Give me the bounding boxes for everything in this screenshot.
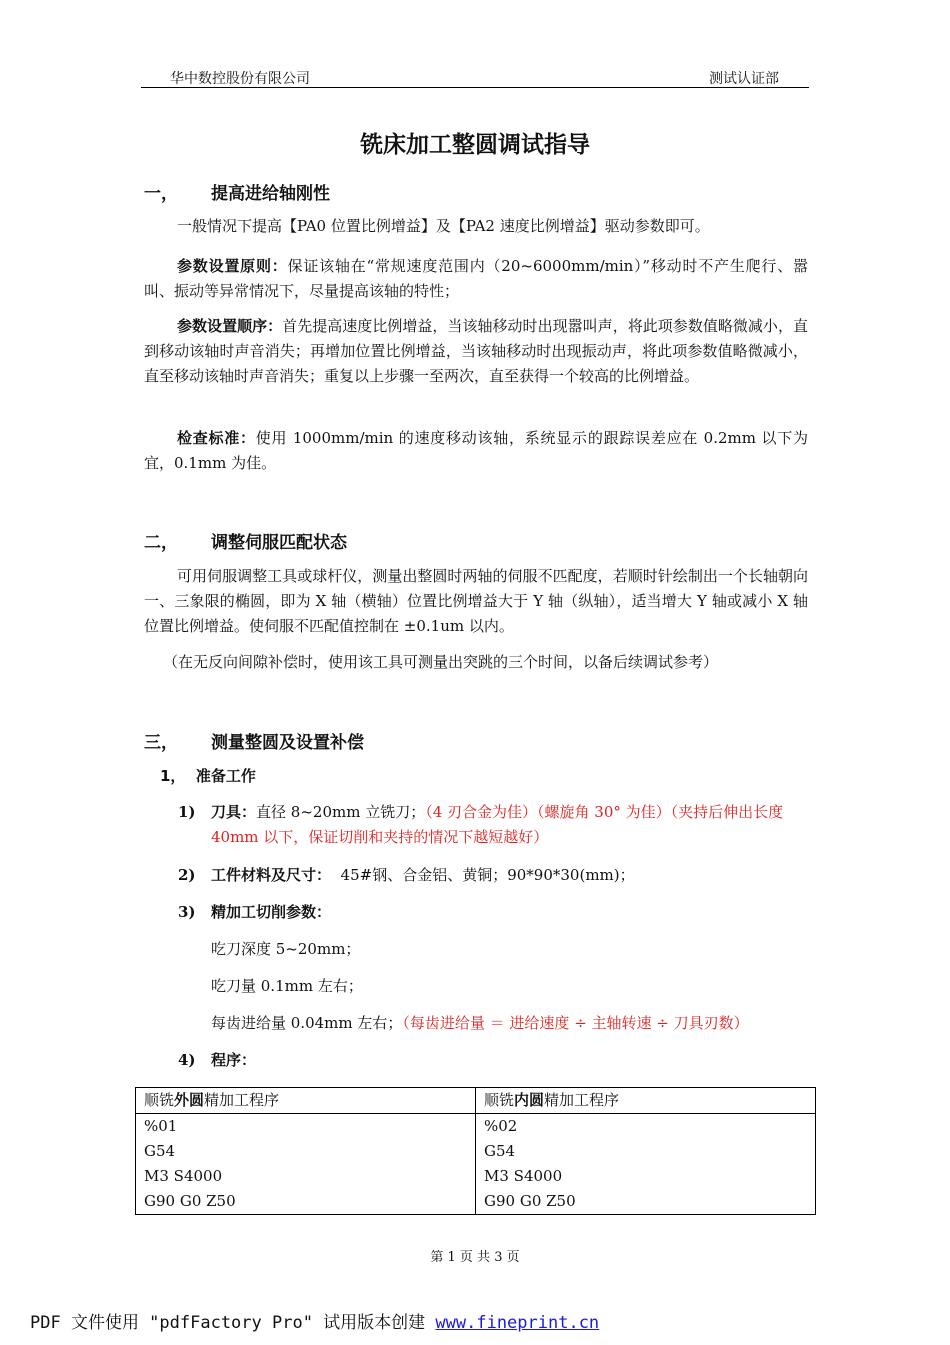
section-1-paragraph-1: 一般情况下提高【PA0 位置比例增益】及【PA2 速度比例增益】驱动参数即可。 bbox=[177, 217, 710, 235]
cut-amount: 吃刀量 0.1mm 左右； bbox=[211, 977, 363, 995]
table-row bbox=[136, 1114, 816, 1215]
item-cutting-body bbox=[211, 900, 809, 925]
code-line: M3 S4000 bbox=[144, 1167, 223, 1185]
header-rule bbox=[141, 87, 809, 88]
item-cutting-label: 精加工切削参数： bbox=[211, 903, 332, 921]
feed-per-tooth bbox=[211, 1011, 749, 1036]
item-material-text: 45#钢、合金铝、黄铜；90*90*30(mm)； bbox=[331, 866, 635, 884]
code-line: G90 G0 Z50 bbox=[484, 1192, 576, 1210]
section-1-paragraph-3 bbox=[144, 314, 808, 389]
item-tool-body bbox=[211, 800, 809, 850]
check-label: 检查标准： bbox=[177, 429, 256, 447]
header-inner-circle bbox=[476, 1088, 816, 1114]
item-material-label: 工件材料及尺寸： bbox=[211, 866, 332, 884]
item-tool-text: 直径 8~20mm 立铣刀； bbox=[256, 803, 426, 821]
pdffactory-text: PDF 文件使用 "pdfFactory Pro" 试用版本创建 bbox=[30, 1313, 436, 1333]
header-inner-suffix: 精加工程序 bbox=[544, 1091, 620, 1109]
header-inner-emph: 内圆 bbox=[514, 1091, 545, 1109]
outer-program-cell bbox=[136, 1114, 476, 1215]
header-inner-prefix: 顺铣 bbox=[484, 1091, 515, 1109]
code-line: %01 bbox=[144, 1117, 178, 1135]
code-line: G54 bbox=[144, 1142, 176, 1160]
item-tool-label: 刀具： bbox=[211, 803, 257, 821]
code-line: %02 bbox=[484, 1117, 518, 1135]
item-program-label: 程序： bbox=[211, 1051, 257, 1069]
page-number: 第 1 页 共 3 页 bbox=[430, 1250, 520, 1265]
check-text: 使用 1000mm/min 的速度移动该轴，系统显示的跟踪误差应在 0.2mm 以下为宜，0.1mm 为佳。 bbox=[144, 429, 808, 472]
code-line: M3 S4000 bbox=[484, 1167, 563, 1185]
feed-formula: （每齿进给量 ＝ 进给速度 ÷ 主轴转速 ÷ 刀具刃数） bbox=[402, 1014, 749, 1032]
section-1-paragraph-2 bbox=[144, 254, 808, 304]
header-department: 测试认证部 bbox=[709, 71, 779, 87]
program-table bbox=[135, 1087, 816, 1215]
section-3-number: 三， bbox=[144, 733, 178, 753]
code-line: G90 G0 Z50 bbox=[144, 1192, 236, 1210]
header-outer-suffix: 精加工程序 bbox=[204, 1091, 280, 1109]
fineprint-link[interactable]: www.fineprint.cn bbox=[435, 1313, 600, 1333]
pdffactory-banner bbox=[30, 1308, 599, 1333]
table-header-row bbox=[136, 1088, 816, 1114]
section-2-number: 二， bbox=[144, 533, 178, 553]
section-1-number: 一， bbox=[144, 184, 178, 204]
subsection-prep: 1， 准备工作 bbox=[160, 767, 256, 785]
item-program-number: 4) bbox=[178, 1051, 196, 1069]
item-material-number: 2) bbox=[178, 866, 196, 884]
section-2-note: （在无反向间隙补偿时，使用该工具可测量出突跳的三个时间，以备后续调试参考） bbox=[163, 653, 719, 671]
order-label: 参数设置顺序： bbox=[177, 317, 283, 335]
section-1-paragraph-4 bbox=[144, 426, 808, 476]
inner-program-cell bbox=[476, 1114, 816, 1215]
item-tool-recommendation: （4 刃合金为佳）（螺旋角 30° 为佳）（夹持后伸出长度 40mm 以下，保证切削和夹持的情况下越短越好） bbox=[211, 803, 784, 846]
item-tool-number: 1) bbox=[178, 803, 196, 821]
principle-label: 参数设置原则： bbox=[177, 257, 288, 275]
feed-per-tooth-text: 每齿进给量 0.04mm 左右； bbox=[211, 1014, 403, 1032]
section-1-title: 提高进给轴刚性 bbox=[211, 184, 330, 204]
cut-depth: 吃刀深度 5~20mm； bbox=[211, 940, 361, 958]
header-outer-emph: 外圆 bbox=[174, 1091, 205, 1109]
header-company: 华中数控股份有限公司 bbox=[170, 71, 310, 87]
header-outer-prefix: 顺铣 bbox=[144, 1091, 175, 1109]
section-3-title: 测量整圆及设置补偿 bbox=[211, 733, 364, 753]
section-2-title: 调整伺服匹配状态 bbox=[211, 533, 347, 553]
document-title: 铣床加工整圆调试指导 bbox=[360, 132, 590, 158]
item-program-body bbox=[211, 1048, 809, 1073]
principle-text: 保证该轴在“常规速度范围内（20~6000mm/min）”移动时不产生爬行、嚣叫、振动等异常情况下，尽量提高该轴的特性； bbox=[144, 257, 808, 300]
order-text: 首先提高速度比例增益，当该轴移动时出现嚣叫声，将此项参数值略微减小，直到移动该轴时声音消失；再增加位置比例增益，当该轴移动时出现振动声，将此项参数值略微减小，直至移动该轴时声音消失；重复以上步骤一至两次，直至获得一个较高的比例增益。 bbox=[144, 317, 808, 385]
item-cutting-number: 3) bbox=[178, 903, 196, 921]
item-material-body bbox=[211, 863, 809, 888]
code-line: G54 bbox=[484, 1142, 516, 1160]
section-2-paragraph-1: 可用伺服调整工具或球杆仪，测量出整圆时两轴的伺服不匹配度，若顺时针绘制出一个长轴朝向一、三象限的椭圆，即为 X 轴（横轴）位置比例增益大于 Y 轴（纵轴），适当增大 Y 轴或减小 X 轴位置比例增益。使伺服不匹配值控制在 ±0.1um 以内。 bbox=[144, 567, 808, 635]
header-outer-circle bbox=[136, 1088, 476, 1114]
